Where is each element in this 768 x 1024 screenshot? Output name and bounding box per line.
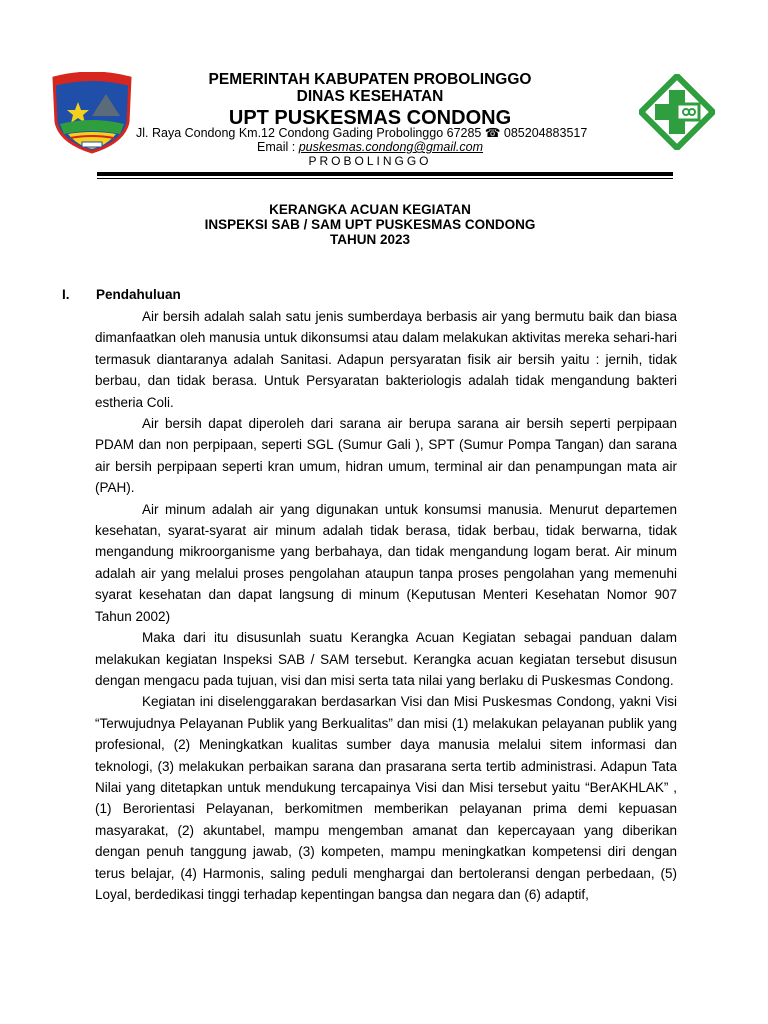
email-label: Email :	[257, 140, 299, 154]
letterhead-agency: DINAS KESEHATAN	[296, 88, 444, 105]
document-title	[120, 202, 620, 247]
paragraph: Air bersih adalah salah satu jenis sumberdaya berbasis air yang bermutu baik dan biasa dimanfaatkan oleh manusia untuk dikonsumsi atau dalam melakukan aktivitas mereka sehari-hari termasuk diantaranya adalah Sanitasi. Adapun persyaratan fisik air bersih yaitu : jernih, tidak berbau, dan tidak berasa. Untuk Persyaratan bakteriologis adalah tidak mengandung bakteri estheria Coli.	[95, 309, 677, 410]
section-number: I.	[62, 287, 70, 302]
letterhead-institution: UPT PUSKESMAS CONDONG	[228, 107, 512, 129]
paragraph: Air bersih dapat diperoleh dari sarana air berupa sarana air bersih seperti perpipaan PDAM dan non perpipaan, seperti SGL (Sumur Gali ), SPT (Sumur Pompa Tangan) dan sarana air bersih perpipaan seperti kran umum, hidran umum, terminal air dan penampungan mata air (PAH).	[95, 416, 677, 496]
title-line-2: INSPEKSI SAB / SAM UPT PUSKESMAS CONDONG	[204, 217, 536, 232]
section-body	[95, 306, 677, 905]
paragraph: Air minum adalah air yang digunakan untuk konsumsi manusia. Menurut departemen kesehatan, syarat-syarat air minum adalah tidak berasa, tidak berbau, tidak berwarna, tidak mengandung mikroorganisme yang berbahaya, dan tidak mengandung logam berat. Air minum adalah air yang melalui proses pengolahan ataupun tanpa proses pengolahan yang memenuhi syarat kesehatan dan dapat langsung di minum (Keputusan Menteri Kesehatan Nomor 907 Tahun 2002)	[95, 501, 677, 624]
title-line-1: KERANGKA ACUAN KEGIATAN	[269, 202, 471, 217]
section-heading: Pendahuluan	[96, 287, 181, 302]
puskesmas-cross-icon	[639, 74, 715, 150]
header-divider-thick	[97, 172, 673, 176]
letterhead-city: PROBOLINGGO	[308, 154, 432, 168]
paragraph: Maka dari itu disusunlah suatu Kerangka Acuan Kegiatan sebagai panduan dalam melakukan kegiatan Inspeksi SAB / SAM tersebut. Kerangka acuan kegiatan tersebut disusun dengan mengacu pada tujuan, visi dan misi serta tata nilai yang berlaku di Puskesmas Condong.	[95, 630, 677, 688]
paragraph: Kegiatan ini diselenggarakan berdasarkan Visi dan Misi Puskesmas Condong, yakni Visi “Terwujudnya Pelayanan Publik yang Berkualitas” dan misi (1) melakukan pelayanan publik yang profesional, (2) Meningkatkan kualitas sumber daya manusia melalui sitem informasi dan teknologi, (3) melakukan perbaikan sarana dan prasarana serta tertib administrasi. Adapun Tata Nilai yang ditetapkan untuk mendukung tercapainya Visi dan Misi tersebut yaitu “BerAKHLAK” , (1) Berorientasi Pelayanan, berkomitmen memberikan pelayanan prima demi kepuasan masyarakat, (2) akuntabel, mampu mengemban amanat dan kepercayaan yang diberikan dengan penuh tanggung jawab, (3) kompeten, mampu meningkatkan kompetensi diri dengan terus belajar, (4) Harmonis, saling peduli menghargai dan bertoleransi dengan perbedaan, (5) Loyal, berdedikasi tinggi terhadap kepentingan bangsa dan negara dan (6) adaptif,	[95, 694, 677, 902]
letterhead-email-line	[120, 140, 620, 155]
title-line-3: TAHUN 2023	[329, 232, 411, 247]
header-divider-thin	[97, 178, 673, 179]
letterhead-government: PEMERINTAH KABUPATEN PROBOLINGGO	[208, 71, 532, 88]
letterhead	[120, 71, 620, 131]
email-link[interactable]: puskesmas.condong@gmail.com	[298, 140, 483, 154]
letterhead-address: Jl. Raya Condong Km.12 Condong Gading Probolinggo 67285 ☎ 085204883517	[136, 126, 588, 140]
